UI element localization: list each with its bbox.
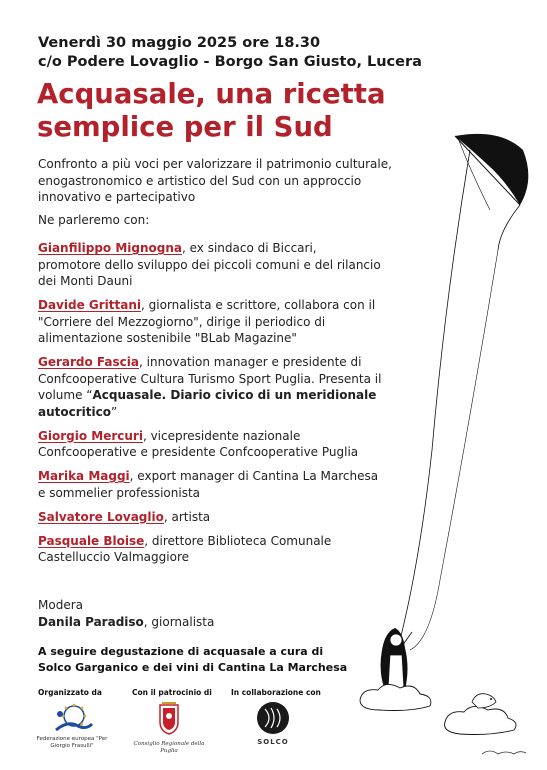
patronage-label: Con il patrocinio di [132,688,212,697]
event-venue: c/o Podere Lovaglio - Borgo San Giusto, Lucera [38,54,422,70]
speaker-name: Gerardo Fascia [38,355,139,369]
event-datetime: Venerdì 30 maggio 2025 ore 18.30 [38,35,321,51]
speaker-name: Giorgio Mercuri [38,428,143,443]
speaker-role: , giornalista e scrittore, collabora con il "Corriere del Mezzogiorno", dirige il periodico di alimentazione sostenibile "BLab Magazine" [38,298,376,345]
speaker-name: Gianfilippo Mignogna [38,241,182,255]
moderator-name: Danila Paradiso [38,614,144,629]
speaker-name: Marika Maggi [38,469,130,483]
collab-label: In collaborazione con [231,688,321,697]
book-quote-close: ” [110,404,118,419]
federation-caption: Federazione europea "Per Giorgio Frasulli" [36,736,108,749]
speaker-name: Pasquale Bloise [38,533,145,548]
moderator-role: , giornalista [143,614,215,629]
closing-line-2: Solco Garganico e dei vini di Cantina La Marchesa [38,661,348,674]
speaker-role: , vicepresidente nazionale Confcooperative e presidente Confcooperative Puglia [38,428,359,459]
speaker-role: , ex sindaco di Biccari, promotore dello sviluppo dei piccoli comuni e del rilancio dei Monti Dauni [38,241,381,288]
speakers-lead: Ne parleremo con: [38,213,150,227]
organized-label: Organizzato da [38,688,102,697]
speaker-role: , export manager di Cantina La Marchesa e sommelier professionista [38,469,379,500]
speaker-role: , direttore Biblioteca Comunale Castelluccio Valmaggiore [38,533,332,564]
speaker-name: Davide Grittani [38,298,142,312]
closing-line-1: A seguire degustazione di acquasale a cura di [38,645,324,658]
title-line-2: semplice per il Sud [37,111,333,143]
intro-text: Confronto a più voci per valorizzare il patrimonio culturale, enogastronomico e artistico del Sud con un approccio innovativo e partecipativo [38,157,392,204]
title-line-1: Acquasale, una ricetta [37,78,386,110]
speaker-name: Salvatore Lovaglio [38,509,164,524]
speaker-role: , artista [163,509,211,524]
speaker-role: , innovation manager e presidente di Confcooperative Cultura Turismo Sport Puglia. Presenta il volume “ [38,355,382,402]
solco-caption: SOLCO [257,738,289,746]
book-title: Acquasale. Diario civico di un meridionale autocritico [38,388,377,419]
moderator-label: Modera [38,598,83,612]
regional-caption: Consiglio Regionale della Puglia [133,741,205,754]
